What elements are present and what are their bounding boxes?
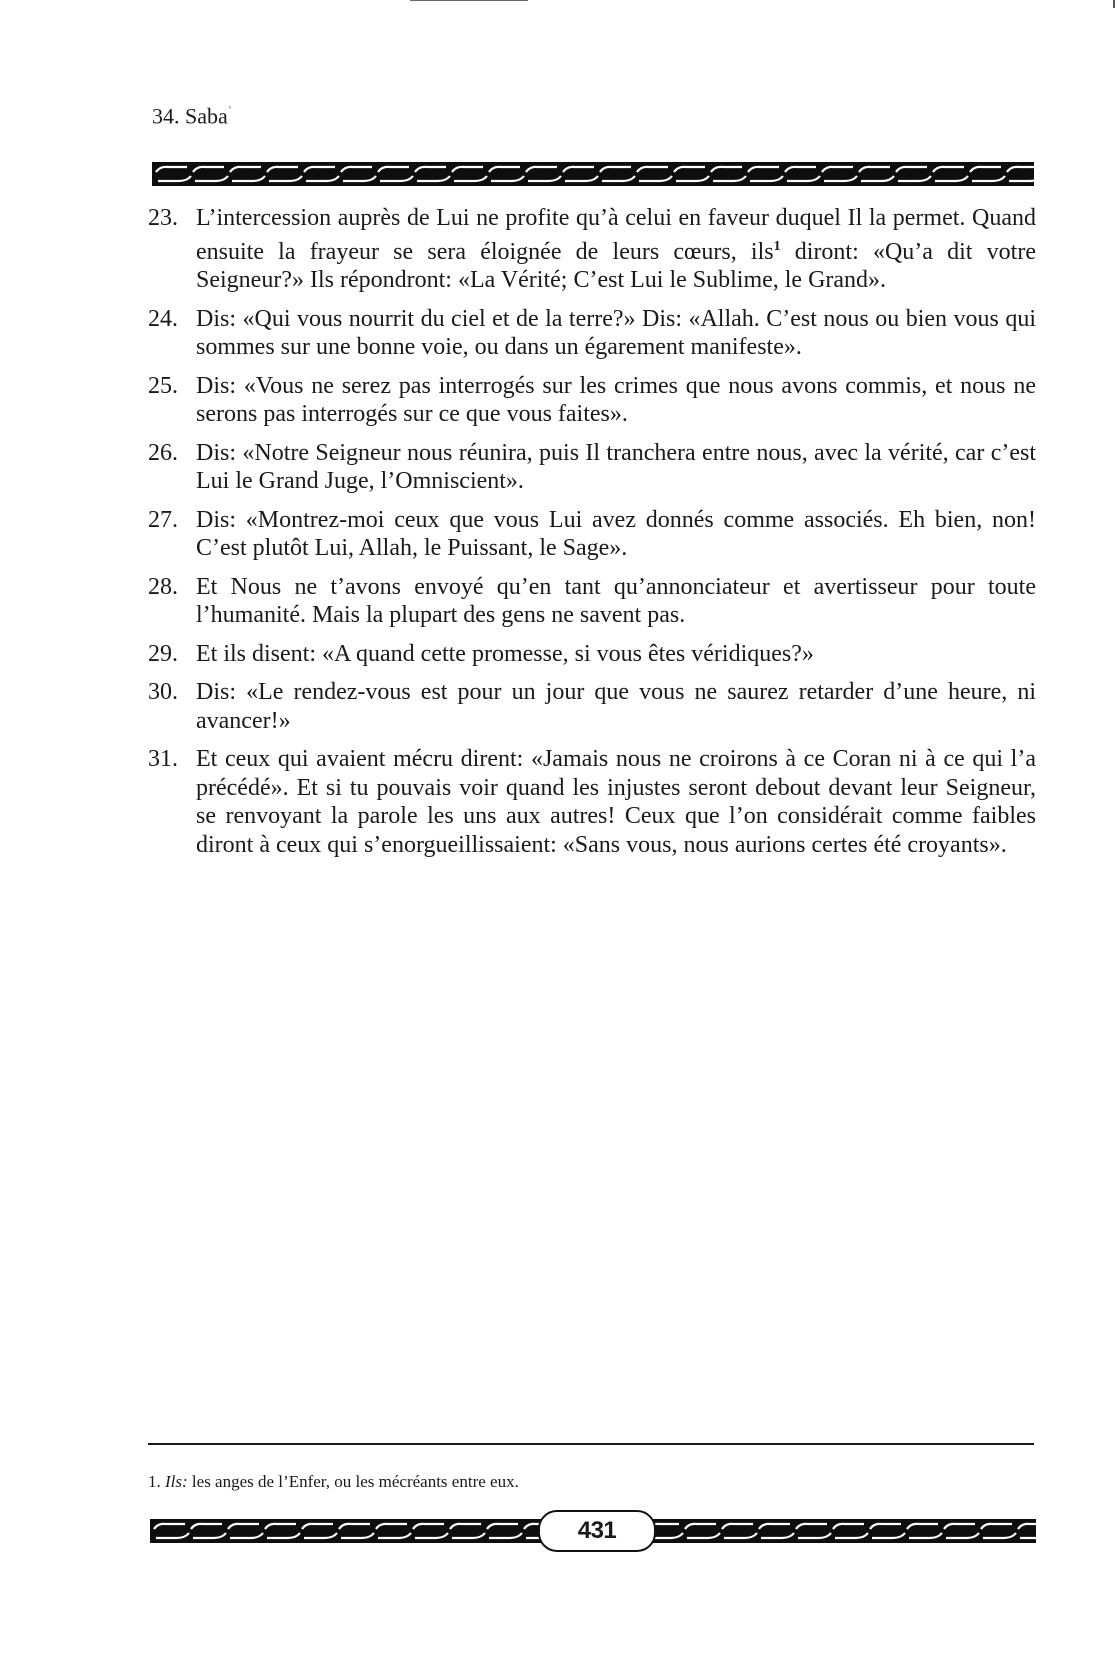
- chain-link-bottom: [415, 1533, 448, 1538]
- chain-link-top: [600, 167, 631, 172]
- verse-text: Et Nous ne t’avons envoyé qu’en tant qu’annonciateur et avertisseur pour toute l’humanité. Mais la plupart des gens ne savent pas.: [196, 573, 1036, 628]
- chain-link-bottom: [861, 176, 894, 181]
- top-rule: [410, 0, 528, 1]
- chain-link-top: [1007, 167, 1034, 172]
- chain-link-top: [722, 1524, 753, 1529]
- chain-link-bottom: [946, 1533, 979, 1538]
- chain-link-bottom: [380, 176, 413, 181]
- chain-link-top: [452, 167, 483, 172]
- chain-link-top: [637, 167, 668, 172]
- chain-link-bottom: [341, 1533, 374, 1538]
- chain-link-top: [489, 167, 520, 172]
- chain-link-bottom: [724, 1533, 757, 1538]
- chain-link-top: [415, 167, 446, 172]
- chain-link-bottom: [193, 1533, 226, 1538]
- chain-ornament: [150, 1519, 545, 1543]
- footnote-ref: 1: [773, 238, 781, 254]
- verse-text-part: diront: «Qu’a dit votre Seigneur?» Ils répondront: «La Vérité; C’est Lui le Sublime, le Grand».: [196, 238, 1036, 293]
- chain-link-bottom: [898, 176, 931, 181]
- chain-link-bottom: [267, 1533, 300, 1538]
- chain-link-top: [933, 167, 964, 172]
- chain-link-top: [685, 1524, 716, 1529]
- chain-link-top: [156, 167, 187, 172]
- chain-link-bottom: [909, 1533, 942, 1538]
- chain-link-top: [267, 167, 298, 172]
- chain-link-bottom: [835, 1533, 868, 1538]
- chain-link-bottom: [639, 176, 672, 181]
- verse-24: [148, 305, 1036, 362]
- chain-link-top: [944, 1524, 975, 1529]
- chain-link-bottom: [713, 176, 746, 181]
- chain-link-top: [228, 1524, 259, 1529]
- chain-link-bottom: [750, 176, 783, 181]
- chain-link-top: [526, 167, 557, 172]
- chain-link-top: [378, 167, 409, 172]
- chain-link-top: [191, 1524, 222, 1529]
- sura-number: 34.: [152, 103, 180, 129]
- chain-link-bottom: [676, 176, 709, 181]
- chain-link-top: [230, 167, 261, 172]
- verse-number: 31.: [148, 746, 178, 772]
- chain-link-bottom: [983, 1533, 1016, 1538]
- chain-link-bottom: [489, 1533, 522, 1538]
- verse-29: [148, 640, 1036, 669]
- chain-link-bottom: [378, 1533, 411, 1538]
- verse-27: [148, 506, 1036, 563]
- chain-link-top: [759, 1524, 790, 1529]
- chain-link-top: [711, 167, 742, 172]
- verse-31: [148, 745, 1036, 859]
- verse-30: [148, 678, 1036, 735]
- chain-link-bottom: [195, 176, 228, 181]
- chain-link-bottom: [935, 176, 968, 181]
- chain-link-top: [302, 1524, 333, 1529]
- verse-23: [148, 204, 1036, 295]
- verse-28: [148, 573, 1036, 630]
- ornamental-band-bottom-left: [150, 1519, 545, 1543]
- chain-link-bottom: [528, 176, 561, 181]
- chain-ornament: [152, 162, 1034, 186]
- chain-link-top: [450, 1524, 481, 1529]
- verse-text: Dis: «Montrez-moi ceux que vous Lui avez donnés comme associés. Eh bien, non! C’est plutôt Lui, Allah, le Puissant, le Sage».: [196, 506, 1036, 561]
- verse-number: 25.: [148, 372, 178, 399]
- footnote-term: Ils:: [165, 1472, 188, 1491]
- chain-link-top: [748, 167, 779, 172]
- footnote: [148, 1472, 519, 1492]
- footnote-text: les anges de l’Enfer, ou les mécréants entre eux.: [187, 1472, 519, 1491]
- verse-number: 23.: [148, 205, 178, 231]
- chain-link-top: [193, 167, 224, 172]
- chain-link-bottom: [417, 176, 450, 181]
- sura-header: [152, 103, 232, 129]
- chain-link-top: [859, 167, 890, 172]
- chain-link-top: [870, 1524, 901, 1529]
- verse-number: 29.: [148, 640, 178, 667]
- verse-text: Dis: «Le rendez-vous est pour un jour que vous ne saurez retarder d’une heure, ni avancer!»: [196, 679, 1036, 734]
- chain-link-bottom: [972, 176, 1005, 181]
- chain-link-top: [1018, 1524, 1036, 1529]
- verse-text: Dis: «Notre Seigneur nous réunira, puis Il tranchera entre nous, avec la vérité, car c’est Lui le Grand Juge, l’Omniscient».: [196, 439, 1036, 494]
- chain-link-bottom: [1020, 1533, 1036, 1538]
- chain-link-bottom: [452, 1533, 485, 1538]
- chain-link-bottom: [687, 1533, 720, 1538]
- verse-number: 24.: [148, 305, 178, 332]
- chain-link-bottom: [798, 1533, 831, 1538]
- chain-link-bottom: [761, 1533, 794, 1538]
- footnote-number: 1.: [148, 1472, 161, 1491]
- chain-link-bottom: [232, 176, 265, 181]
- chain-link-top: [265, 1524, 296, 1529]
- verse-number: 30.: [148, 679, 178, 705]
- footnote-divider: [148, 1443, 1034, 1445]
- ornamental-band-bottom-right: [644, 1519, 1036, 1543]
- chain-link-top: [487, 1524, 518, 1529]
- chain-link-top: [785, 167, 816, 172]
- chain-link-top: [896, 167, 927, 172]
- verse-number: 26.: [148, 439, 178, 466]
- chain-link-top: [154, 1524, 185, 1529]
- chain-link-bottom: [491, 176, 524, 181]
- chain-link-bottom: [158, 176, 191, 181]
- chain-link-top: [822, 167, 853, 172]
- chain-link-top: [339, 1524, 370, 1529]
- corner-mark: [1113, 0, 1115, 8]
- verse-text: Et ceux qui avaient mécru dirent: «Jamais nous ne croirons à ce Coran ni à ce qui l’a précédé». Et si tu pouvais voir quand les injustes seront debout devant leur Seigneur, se renvoyant la parole les uns aux autres! Ceux que l’on considérait comme faibles diront à ceux qui s’enorgueillissaient: «Sans vous, nous aurions certes été croyants».: [196, 746, 1036, 858]
- chain-ornament: [644, 1519, 1036, 1543]
- chain-link-bottom: [1009, 176, 1034, 181]
- ornamental-band-top: [152, 162, 1034, 186]
- chain-link-top: [970, 167, 1001, 172]
- verse-text: Et ils disent: «A quand cette promesse, si vous êtes véridiques?»: [196, 640, 814, 667]
- chain-link-top: [376, 1524, 407, 1529]
- verse-list: [148, 204, 1036, 869]
- verse-number: 28.: [148, 573, 178, 600]
- verse-number: 27.: [148, 506, 178, 533]
- chain-link-top: [981, 1524, 1012, 1529]
- chain-link-top: [413, 1524, 444, 1529]
- chain-link-bottom: [156, 1533, 189, 1538]
- chain-link-bottom: [343, 176, 376, 181]
- chain-link-top: [563, 167, 594, 172]
- chain-link-bottom: [824, 176, 857, 181]
- verse-26: [148, 439, 1036, 496]
- chain-link-top: [341, 167, 372, 172]
- chain-link-bottom: [304, 1533, 337, 1538]
- verse-text-part: L’intercession auprès de Lui ne profite qu’à celui en faveur duquel Il la permet. Quand ensuite la frayeur se sera éloignée de leurs cœurs, ils: [196, 205, 1036, 265]
- chain-link-bottom: [787, 176, 820, 181]
- chain-link-bottom: [565, 176, 598, 181]
- chain-link-bottom: [230, 1533, 263, 1538]
- chain-link-bottom: [872, 1533, 905, 1538]
- chain-link-bottom: [454, 176, 487, 181]
- verse-25: [148, 372, 1036, 429]
- verse-text: Dis: «Vous ne serez pas interrogés sur les crimes que nous avons commis, et nous ne serons pas interrogés sur ce que vous faites».: [196, 372, 1036, 427]
- sura-mark: ʾ: [227, 103, 233, 118]
- chain-link-top: [796, 1524, 827, 1529]
- chain-link-top: [907, 1524, 938, 1529]
- sura-name: Saba: [185, 103, 228, 129]
- page-number: 431: [538, 1510, 656, 1552]
- verse-text: [196, 204, 1036, 295]
- chain-link-bottom: [602, 176, 635, 181]
- chain-link-top: [674, 167, 705, 172]
- chain-link-top: [304, 167, 335, 172]
- chain-link-bottom: [269, 176, 302, 181]
- chain-link-bottom: [306, 176, 339, 181]
- verse-text: Dis: «Qui vous nourrit du ciel et de la terre?» Dis: «Allah. C’est nous ou bien vous qui sommes sur une bonne voie, ou dans un égarement manifeste».: [196, 305, 1036, 360]
- chain-link-top: [833, 1524, 864, 1529]
